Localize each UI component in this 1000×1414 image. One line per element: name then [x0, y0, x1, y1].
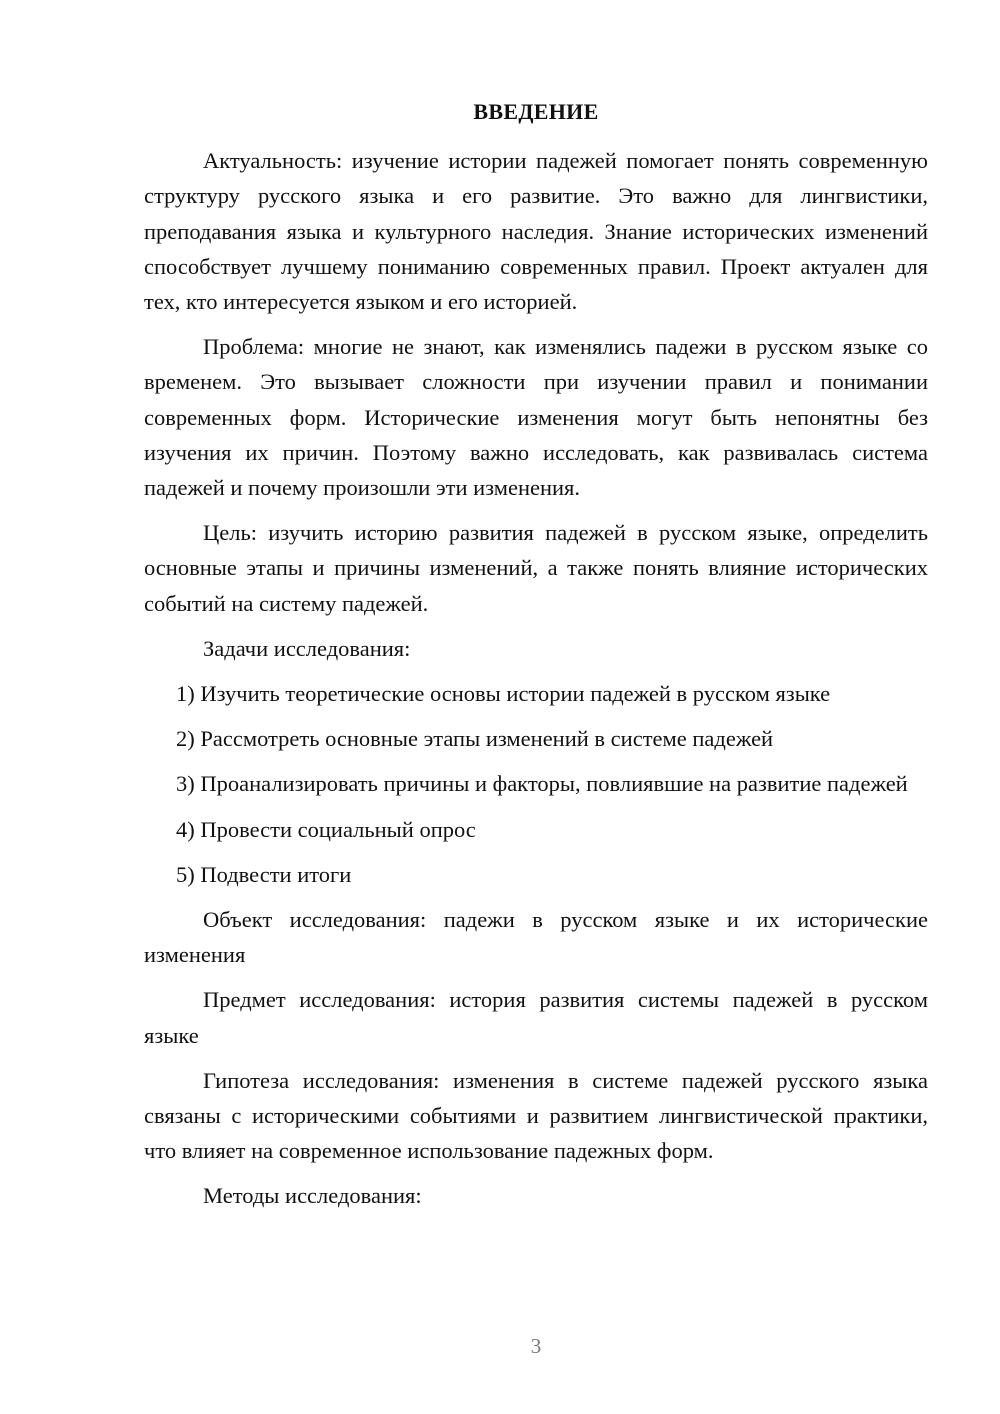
- page-content: [144, 94, 928, 1224]
- problem-paragraph: Проблема: многие не знают, как изменялись падежи в русском языке со временем. Это вызывает сложности при изучении правил и понимании современных форм. Исторические изменения могут быть непонятны без изучения их причин. Поэтому важно исследовать, как развивалась система падежей и почему произошли эти изменения.: [144, 334, 928, 501]
- relevance-paragraph: Актуальность: изучение истории падежей помогает понять современную структуру русского языка и его развитие. Это важно для лингвистики, преподавания языка и культурного наследия. Знание исторических изменений способствует лучшему пониманию современных правил. Проект актуален для тех, кто интересуется языком и его историей.: [144, 148, 928, 315]
- task-item-1: 1) Изучить теоретические основы истории падежей в русском языке: [176, 681, 831, 707]
- section-title: ВВЕДЕНИЕ: [473, 99, 599, 124]
- subject-paragraph: Предмет исследования: история развития системы падежей в русском языке: [144, 987, 928, 1048]
- methods-heading: Методы исследования:: [203, 1183, 422, 1209]
- tasks-heading: Задачи исследования:: [203, 635, 411, 661]
- object-paragraph: Объект исследования: падежи в русском языке и их исторические изменения: [144, 907, 928, 968]
- task-item-2: 2) Рассмотреть основные этапы изменений в системе падежей: [176, 726, 774, 752]
- page-number: 3: [530, 1334, 542, 1358]
- goal-paragraph: Цель: изучить историю развития падежей в русском языке, определить основные этапы и причины изменений, а также понять влияние исторических событий на систему падежей.: [144, 520, 928, 616]
- task-item-4: 4) Провести социальный опрос: [176, 816, 476, 842]
- task-item-3: 3) Проанализировать причины и факторы, повлиявшие на развитие падежей: [176, 771, 908, 797]
- hypothesis-paragraph: Гипотеза исследования: изменения в системе падежей русского языка связаны с историческими событиями и развитием лингвистической практики, что влияет на современное использование падежных форм.: [144, 1067, 928, 1164]
- task-item-5: 5) Подвести итоги: [176, 861, 352, 887]
